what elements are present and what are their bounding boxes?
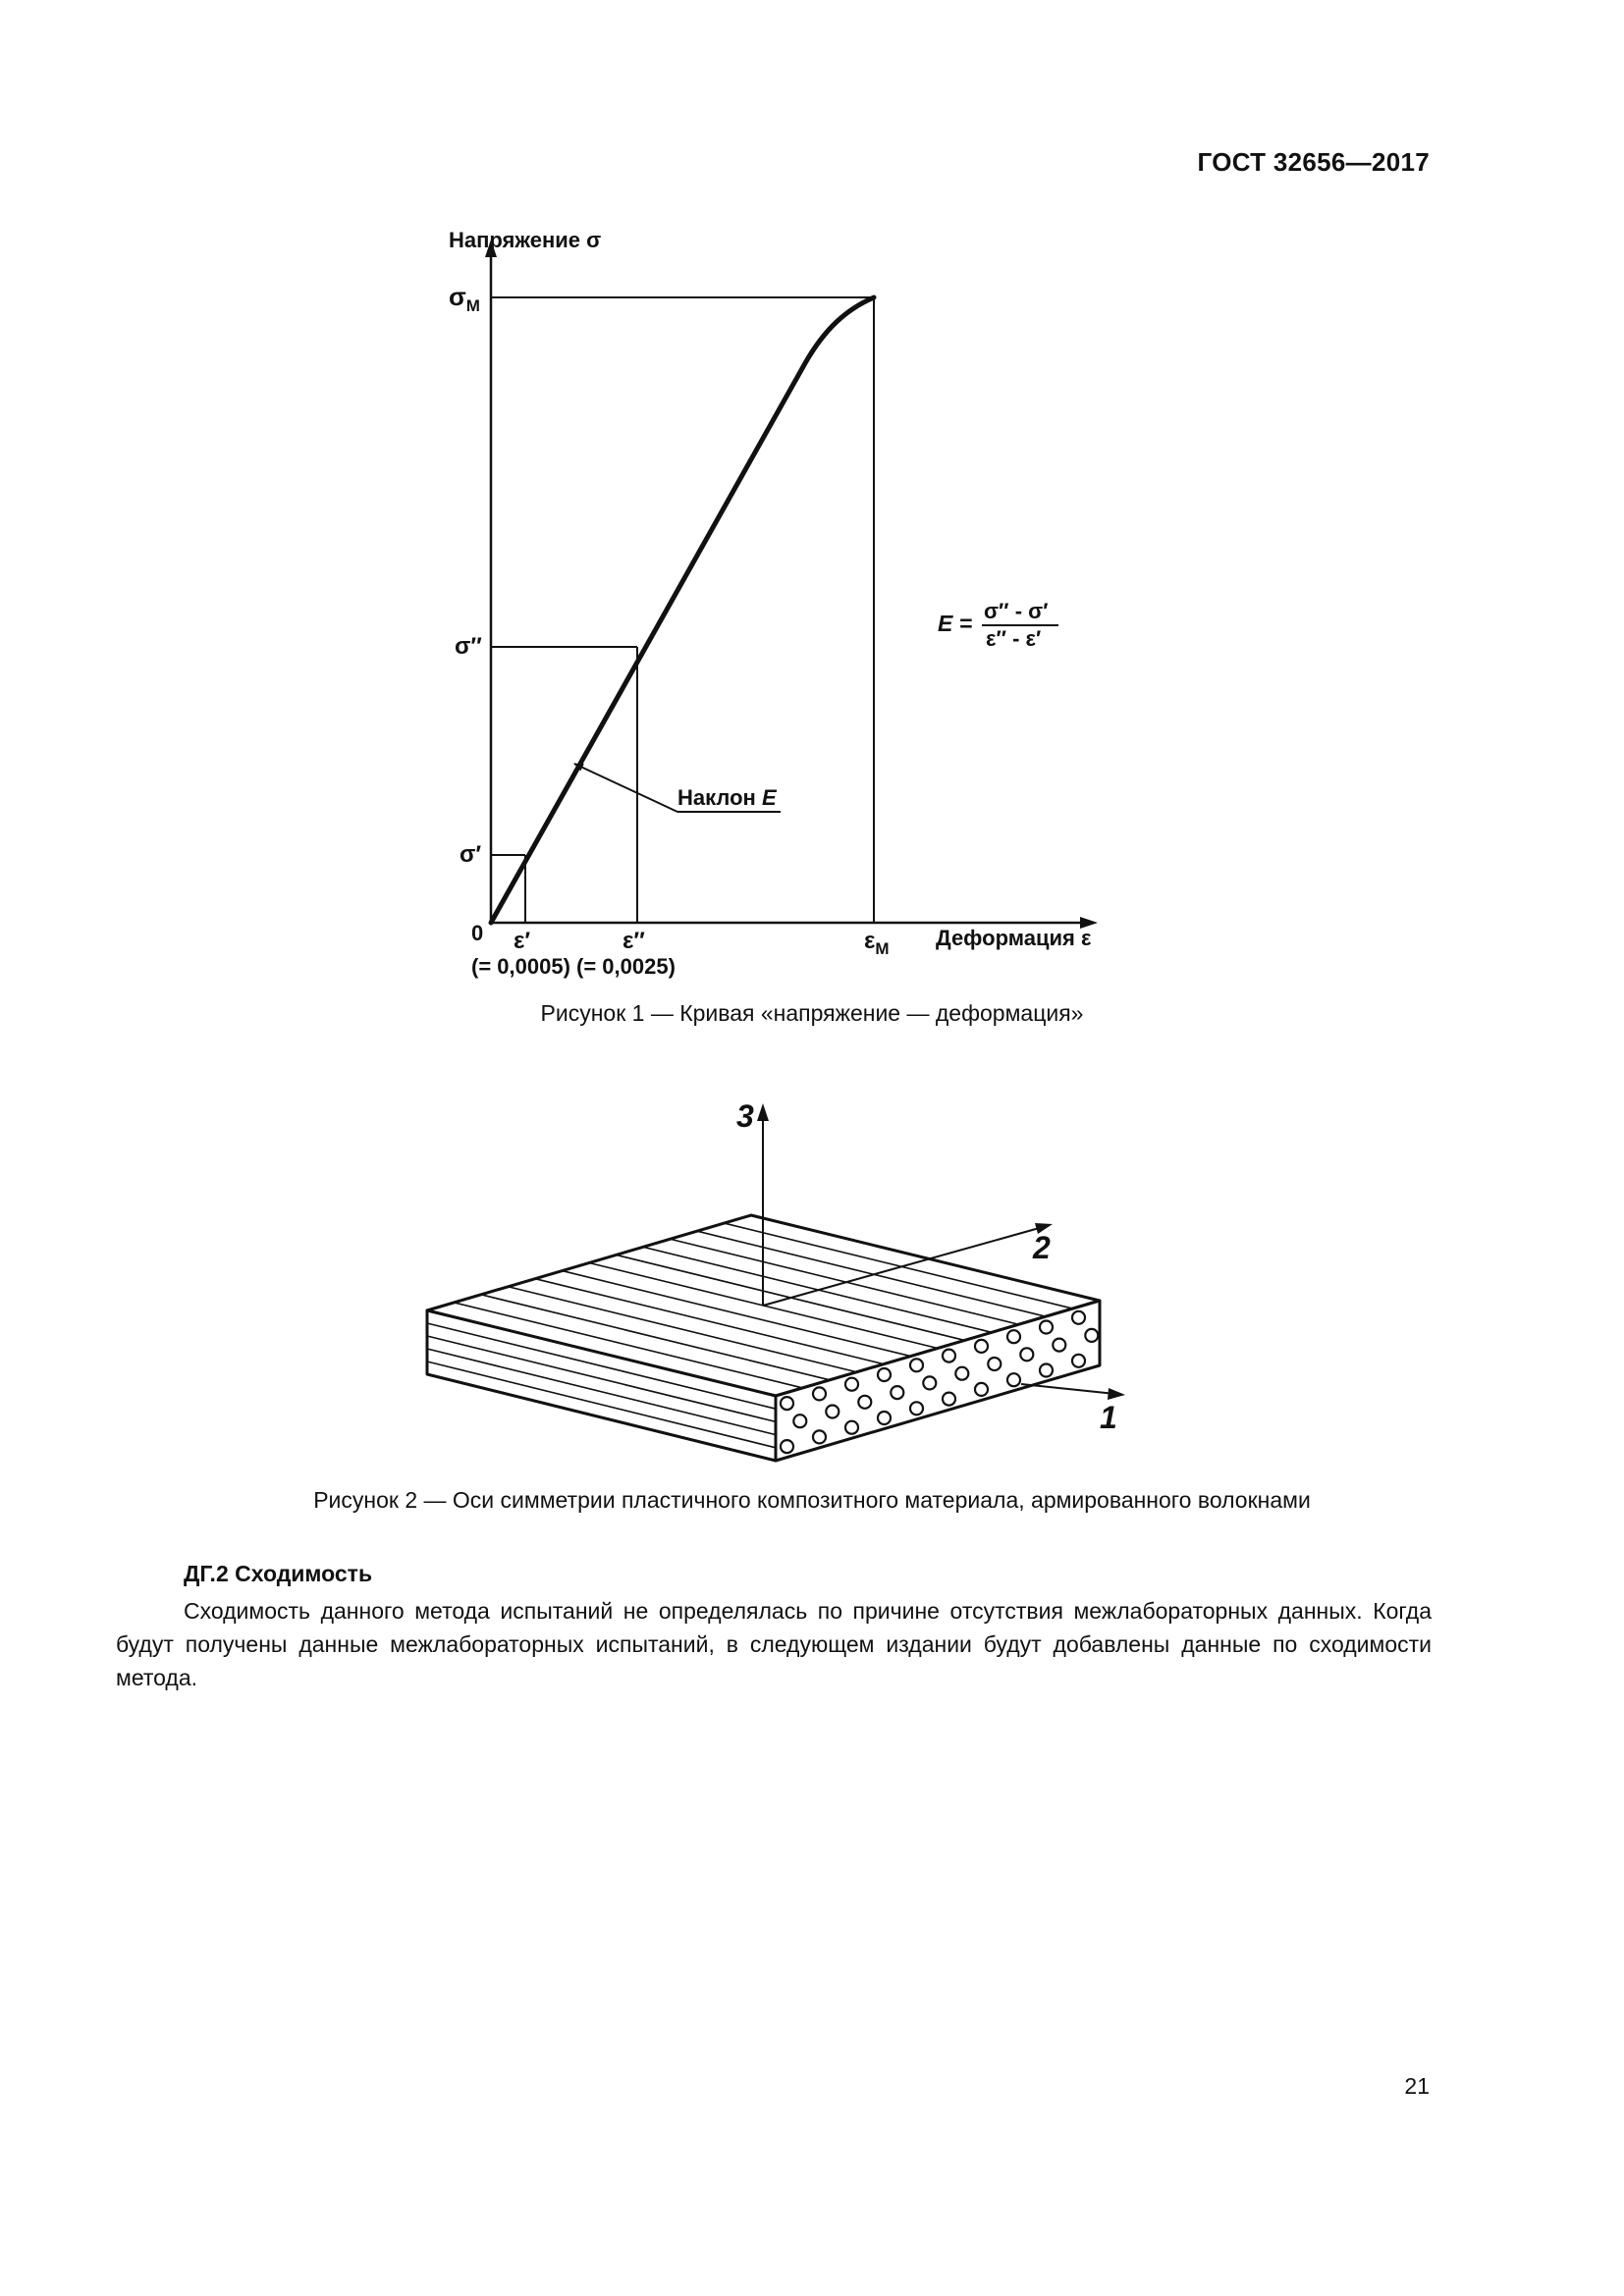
fiber-dot — [923, 1376, 936, 1389]
section-title: ДГ.2 Сходимость — [184, 1561, 373, 1586]
fiber-dot — [781, 1440, 793, 1453]
eps-values-label: (= 0,0005) (= 0,0025) — [471, 954, 676, 979]
y-axis-label: Напряжение σ — [449, 228, 602, 252]
fiber-dot — [1020, 1348, 1033, 1361]
fiber-dot — [813, 1430, 826, 1443]
fiber-dot — [858, 1396, 871, 1409]
axis-3-label: 3 — [736, 1098, 754, 1134]
fiber-dot — [988, 1358, 1001, 1370]
axis-2-label: 2 — [1033, 1230, 1051, 1265]
page-number: 21 — [1404, 2073, 1430, 2099]
formula-numerator: σ″ - σ′ — [984, 599, 1049, 623]
fiber-dot — [1053, 1339, 1065, 1352]
fiber-dot — [943, 1393, 955, 1406]
axis-3-arrow — [757, 1103, 769, 1121]
fiber-dot — [1085, 1329, 1098, 1342]
axis-1-line — [1021, 1384, 1115, 1394]
axis-1-arrow — [1108, 1388, 1125, 1400]
figure2-caption: Рисунок 2 — Оси симметрии пластичного композитного материала, армированного волокнами — [313, 1487, 1311, 1513]
sigma-d-label: σ′ — [460, 841, 482, 868]
fiber-dot — [845, 1421, 858, 1434]
eps-dd-label: ε″ — [623, 928, 645, 954]
fiber-dot — [975, 1383, 988, 1396]
fiber-dot — [1007, 1373, 1020, 1386]
slope-label: Наклон E — [677, 785, 777, 810]
axis-1-label: 1 — [1100, 1400, 1117, 1435]
sigma-dd-label: σ″ — [455, 633, 482, 660]
fiber-dot — [781, 1397, 793, 1410]
fiber-dot — [1007, 1330, 1020, 1343]
fiber-dot — [1072, 1355, 1085, 1367]
sigma-m-label: $\sigma_M$ — [449, 282, 480, 315]
fiber-dot — [975, 1340, 988, 1353]
fiber-dot — [955, 1367, 968, 1380]
fiber-dot — [1072, 1311, 1085, 1324]
fiber-dot — [845, 1378, 858, 1391]
fiber-dot — [793, 1415, 806, 1427]
figure1-caption: Рисунок 1 — Кривая «напряжение — деформация» — [540, 1000, 1084, 1026]
eps-m-label: $\varepsilon_M$ — [864, 928, 890, 958]
x-axis-label: Деформация ε — [936, 926, 1092, 950]
eps-d-label: ε′ — [514, 928, 531, 954]
fiber-dot — [878, 1412, 891, 1424]
formula-lhs: E = — [938, 611, 973, 636]
fiber-dot — [891, 1386, 903, 1399]
fiber-dot — [910, 1359, 923, 1371]
document-header: ГОСТ 32656—2017 — [1197, 147, 1430, 177]
fiber-dot — [1040, 1364, 1053, 1377]
fiber-dot — [826, 1406, 839, 1418]
formula-denominator: ε″ - ε′ — [986, 626, 1042, 651]
fiber-dot — [943, 1350, 955, 1362]
fiber-dot — [813, 1387, 826, 1400]
section-paragraph: Сходимость данного метода испытаний не определялась по причине отсутствия межлабораторных данных. Когда будут получены данные межлабораторных испытаний, в следующем издании будут добавлены данные по сходимости метода. — [116, 1598, 1432, 1690]
fiber-dot — [1040, 1321, 1053, 1334]
origin-label: 0 — [471, 921, 484, 945]
fiber-dot — [910, 1402, 923, 1415]
fiber-dot — [878, 1368, 891, 1381]
